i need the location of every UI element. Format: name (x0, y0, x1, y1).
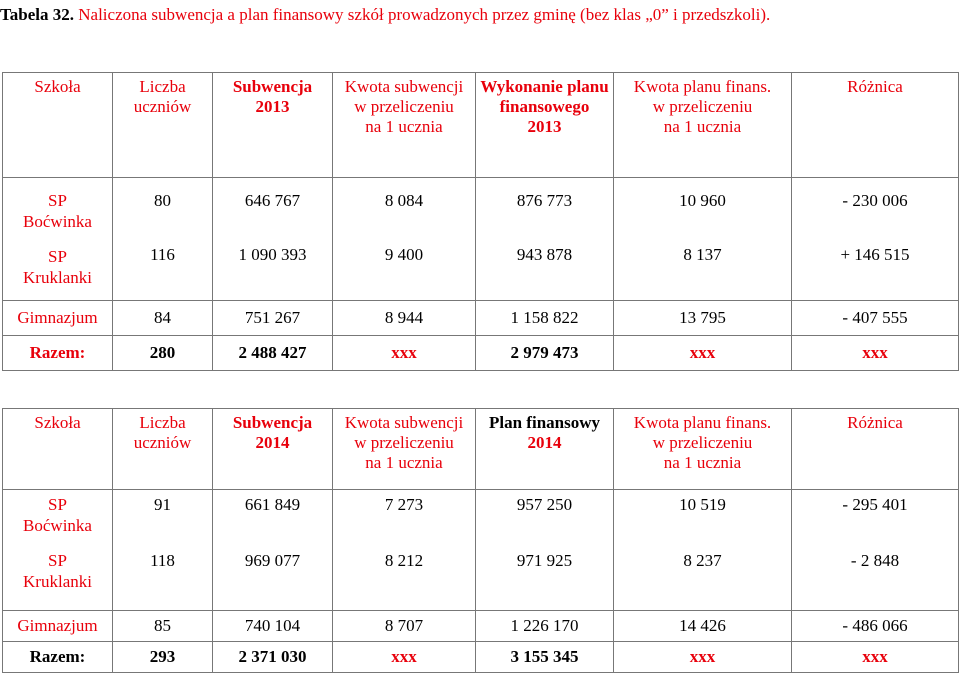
total-label: Razem: (3, 642, 113, 673)
header-plan-per-student-line: Kwota planu finans. (633, 413, 772, 432)
cell-value: 1 090 393 (238, 245, 307, 264)
school-names-cell (3, 490, 113, 611)
total-value: xxx (792, 336, 959, 371)
header-per-student-line: w przeliczeniu (354, 97, 454, 116)
per-student-cell (333, 490, 476, 611)
header-per-student-line: Kwota subwencji (344, 413, 464, 432)
table-2014 (2, 408, 959, 673)
header-plan-per-student-line: Kwota planu finans. (633, 77, 772, 96)
header-subsidy-line: Subwencja (232, 413, 313, 432)
school-name-line: SP (48, 247, 67, 266)
cell-value: 13 795 (614, 301, 792, 336)
header-per-student-line: na 1 ucznia (365, 453, 443, 472)
header-plan-line: finansowego (499, 97, 590, 116)
table-row (3, 301, 959, 336)
total-value: xxx (333, 642, 476, 673)
cell-value: 84 (113, 301, 213, 336)
header-students-line: Liczba (139, 413, 186, 432)
total-value: xxx (614, 336, 792, 371)
cell-value: 8 237 (683, 551, 722, 570)
cell-value: 10 960 (679, 191, 726, 210)
header-per-student (333, 73, 476, 178)
cell-value: 957 250 (516, 495, 573, 514)
total-value: 280 (113, 336, 213, 371)
difference-cell (792, 490, 959, 611)
cell-value: 9 400 (384, 245, 424, 264)
school-name: Gimnazjum (3, 611, 113, 642)
total-value: 293 (113, 642, 213, 673)
cell-value: 8 707 (333, 611, 476, 642)
header-students (113, 73, 213, 178)
cell-value: 971 925 (516, 551, 573, 570)
header-per-student-line: Kwota subwencji (344, 77, 464, 96)
students-cell (113, 178, 213, 301)
header-subsidy (213, 409, 333, 490)
cell-value: - 486 066 (792, 611, 959, 642)
header-students-line: uczniów (133, 433, 192, 452)
header-subsidy-line: 2014 (255, 433, 290, 452)
total-value: 2 488 427 (213, 336, 333, 371)
cell-value: 8 084 (384, 191, 424, 210)
header-difference: Różnica (792, 73, 959, 178)
total-value: 3 155 345 (476, 642, 614, 673)
header-school: Szkoła (3, 73, 113, 178)
total-value: 2 371 030 (213, 642, 333, 673)
cell-value: 118 (150, 551, 175, 570)
cell-value: 8 944 (333, 301, 476, 336)
header-subsidy-line: 2013 (255, 97, 290, 116)
cell-value: 751 267 (213, 301, 333, 336)
table-total-row (3, 336, 959, 371)
total-value: xxx (792, 642, 959, 673)
cell-value: - 2 848 (850, 551, 900, 570)
table-2013-header-row (3, 73, 959, 178)
header-per-student-line: na 1 ucznia (365, 117, 443, 136)
header-plan-line: 2014 (527, 433, 562, 452)
cell-value: 85 (113, 611, 213, 642)
cell-value: 91 (154, 495, 171, 514)
header-students-line: uczniów (133, 97, 192, 116)
school-name-line: SP (48, 191, 67, 210)
table-row (3, 178, 959, 301)
total-value: 2 979 473 (476, 336, 614, 371)
cell-value: 740 104 (213, 611, 333, 642)
table-2013 (2, 72, 959, 371)
plan-cell (476, 178, 614, 301)
school-name-line: Kruklanki (23, 268, 92, 287)
caption-text: Naliczona subwencja a plan finansowy szkół prowadzonych przez gminę (bez klas „0” i przedszkoli). (74, 5, 771, 24)
cell-value: 1 158 822 (476, 301, 614, 336)
header-plan-per-student (614, 409, 792, 490)
total-value: xxx (614, 642, 792, 673)
cell-value: 969 077 (244, 551, 301, 570)
cell-value: 8 137 (683, 245, 722, 264)
header-subsidy-line: Subwencja (232, 77, 313, 96)
cell-value: 876 773 (516, 191, 573, 210)
plan-per-student-cell (614, 490, 792, 611)
cell-value: 7 273 (384, 495, 424, 514)
cell-value: 943 878 (516, 245, 573, 264)
cell-value: 14 426 (614, 611, 792, 642)
cell-value: 116 (150, 245, 175, 264)
caption-label: Tabela 32. (0, 5, 75, 24)
school-name: Gimnazjum (3, 301, 113, 336)
table-row (3, 611, 959, 642)
table-2014-header-row (3, 409, 959, 490)
cell-value: 1 226 170 (476, 611, 614, 642)
cell-value: + 146 515 (840, 245, 910, 264)
header-plan-per-student-line: w przeliczeniu (652, 97, 753, 116)
cell-value: 80 (154, 191, 171, 210)
header-students-line: Liczba (139, 77, 186, 96)
header-plan-per-student-line: na 1 ucznia (663, 453, 742, 472)
total-label: Razem: (3, 336, 113, 371)
header-plan-line: 2013 (527, 117, 562, 136)
cell-value: - 230 006 (842, 191, 908, 210)
plan-per-student-cell (614, 178, 792, 301)
subsidy-cell (213, 178, 333, 301)
school-name-line: Kruklanki (23, 572, 92, 591)
school-name-line: Boćwinka (23, 212, 92, 231)
header-plan-per-student (614, 73, 792, 178)
students-cell (113, 490, 213, 611)
cell-value: 8 212 (384, 551, 424, 570)
header-school: Szkoła (3, 409, 113, 490)
cell-value: - 295 401 (842, 495, 908, 514)
per-student-cell (333, 178, 476, 301)
header-plan (476, 73, 614, 178)
total-value: xxx (333, 336, 476, 371)
school-name-line: Boćwinka (23, 516, 92, 535)
header-plan-per-student-line: na 1 ucznia (663, 117, 742, 136)
cell-value: 661 849 (244, 495, 301, 514)
table-caption (0, 4, 958, 25)
header-plan-per-student-line: w przeliczeniu (652, 433, 753, 452)
header-plan (476, 409, 614, 490)
difference-cell (792, 178, 959, 301)
header-per-student (333, 409, 476, 490)
header-plan-line: Wykonanie planu (480, 77, 609, 96)
header-difference: Różnica (792, 409, 959, 490)
header-plan-line: Plan finansowy (489, 413, 600, 432)
header-students (113, 409, 213, 490)
school-names-cell (3, 178, 113, 301)
cell-value: 10 519 (679, 495, 726, 514)
cell-value: - 407 555 (792, 301, 959, 336)
school-name-line: SP (48, 495, 67, 514)
cell-value: 646 767 (244, 191, 301, 210)
school-name-line: SP (48, 551, 67, 570)
header-subsidy (213, 73, 333, 178)
table-row (3, 490, 959, 611)
plan-cell (476, 490, 614, 611)
header-per-student-line: w przeliczeniu (354, 433, 454, 452)
subsidy-cell (213, 490, 333, 611)
